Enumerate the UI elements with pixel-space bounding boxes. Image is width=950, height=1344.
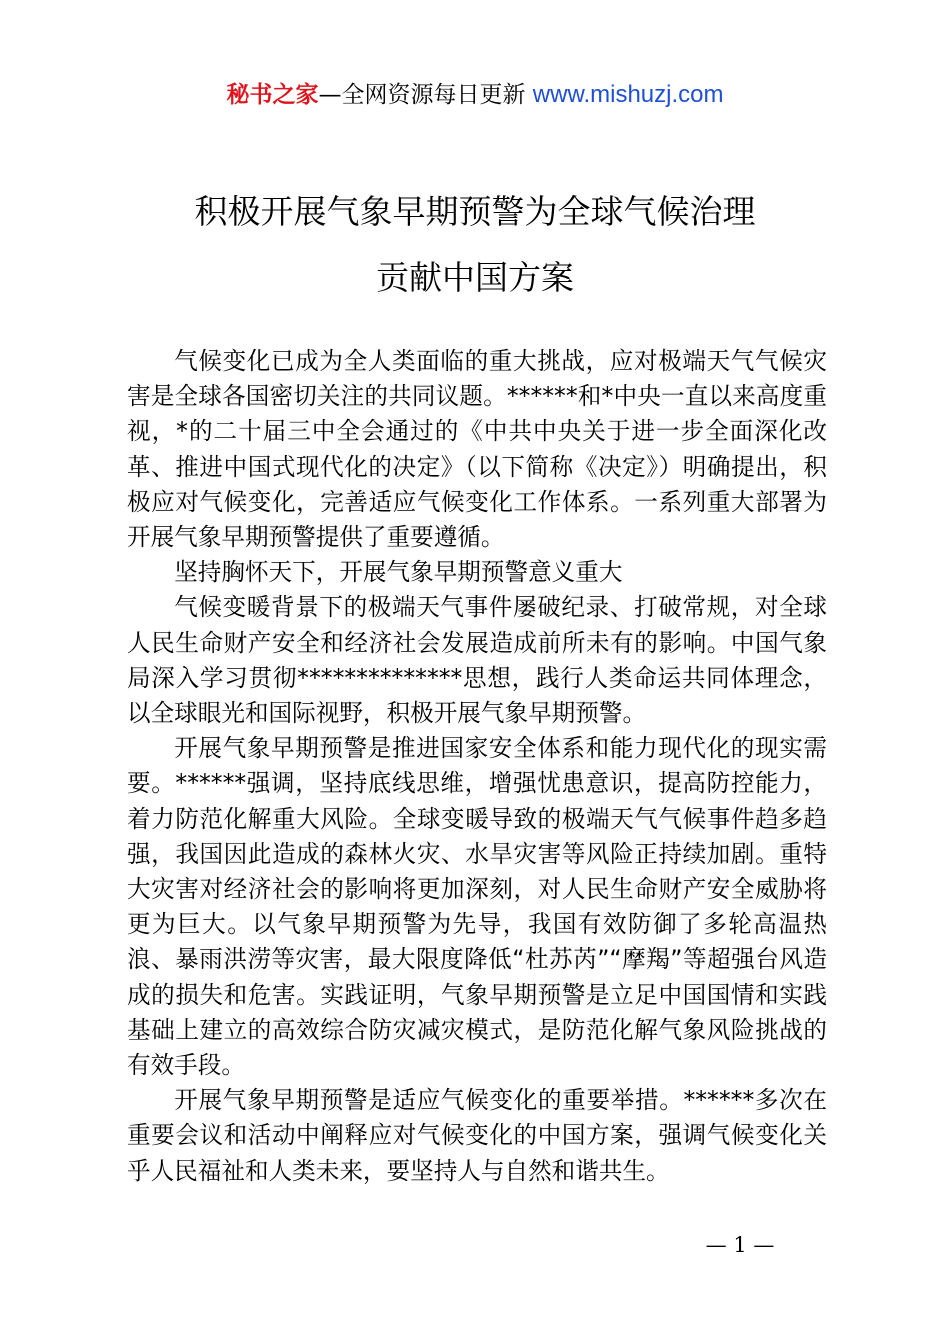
document-title-line-2: 贡献中国方案 (376, 258, 574, 297)
site-slogan: —全网资源每日更新 (318, 82, 533, 108)
site-url[interactable]: www.mishuzj.com (532, 81, 724, 108)
document-body (127, 344, 827, 1189)
page-number: — 1 — (705, 1233, 775, 1257)
document-title-line-1: 积极开展气象早期预警为全球气候治理 (194, 192, 756, 231)
body-paragraph: 气候变暖背景下的极端天气事件屡破纪录、打破常规，对全球人民生命财产安全和经济社会发展造成前所未有的影响。中国气象局深入学习贯彻**************思想，践行人类命运共同体理念，以全球眼光和国际视野，积极开展气象早期预警。 (127, 593, 827, 728)
site-brand: 秘书之家 (226, 82, 319, 108)
body-paragraph: 气候变化已成为全人类面临的重大挑战，应对极端天气气候灾害是全球各国密切关注的共同议题。******和*中央一直以来高度重视，*的二十届三中全会通过的《中共中央关于进一步全面深化改革、推进中国式现代化的决定》（以下简称《决定》）明确提出，积极应对气候变化，完善适应气候变化工作体系。一系列重大部署为开展气象早期预警提供了重要遵循。 (127, 347, 827, 552)
site-header (0, 78, 950, 112)
body-paragraph: 开展气象早期预警是推进国家安全体系和能力现代化的现实需要。******强调，坚持底线思维，增强忧患意识，提高防控能力，着力防范化解重大风险。全球变暖导致的极端天气气候事件趋多趋强，我国因此造成的森林火灾、水旱灾害等风险正持续加剧。重特大灾害对经济社会的影响将更加深刻，对人民生命财产安全威胁将更为巨大。以气象早期预警为先导，我国有效防御了多轮高温热浪、暴雨洪涝等灾害，最大限度降低“杜苏芮”“摩羯”等超强台风造成的损失和危害。实践证明，气象早期预警是立足中国国情和实践基础上建立的高效综合防灾减灾模式，是防范化解气象风险挑战的有效手段。 (127, 734, 827, 1080)
section-heading: 坚持胸怀天下，开展气象早期预警意义重大 (174, 558, 623, 587)
body-paragraph: 开展气象早期预警是适应气候变化的重要举措。******多次在重要会议和活动中阐释应对气候变化的中国方案，强调气候变化关乎人民福祉和人类未来，要坚持人与自然和谐共生。 (127, 1086, 827, 1185)
